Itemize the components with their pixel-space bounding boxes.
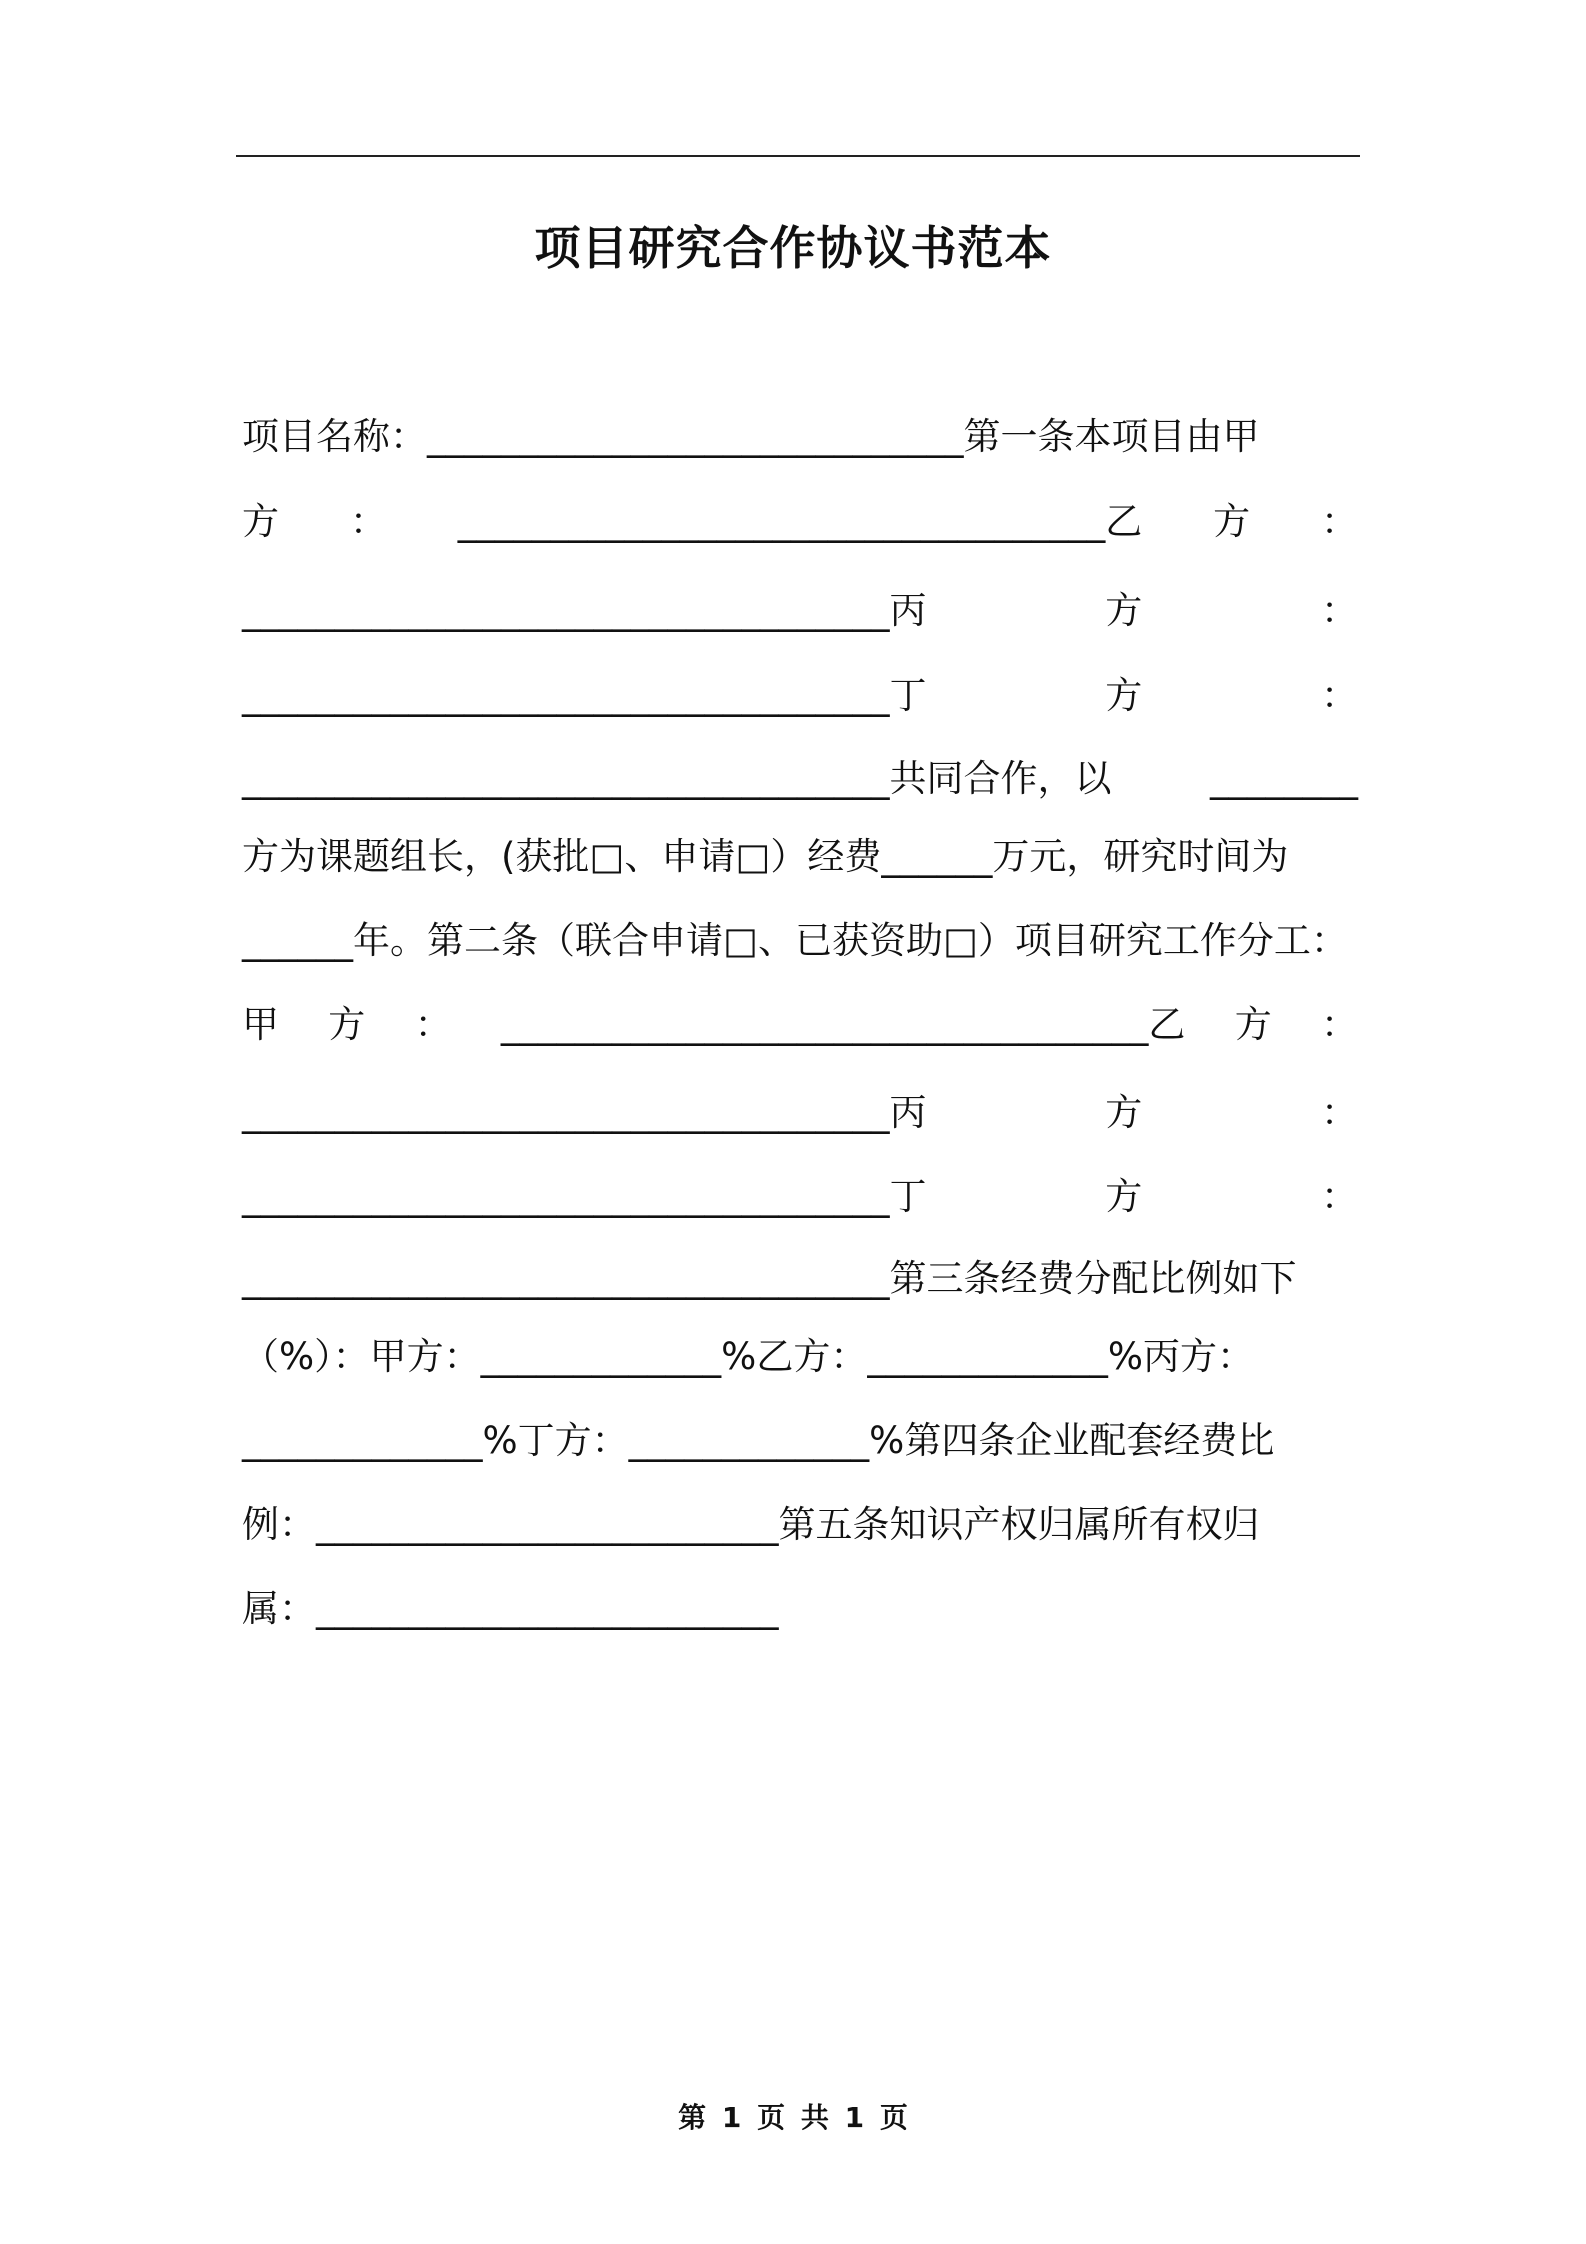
body-line-3 — [242, 586, 1358, 636]
text-segment: 方 — [1105, 589, 1143, 632]
text-segment: 方 — [1234, 1003, 1272, 1046]
body-line-4 — [242, 671, 1358, 721]
text-segment: ___________________________________丁 — [242, 674, 927, 717]
body-line-5 — [242, 754, 1358, 804]
body-line-14: 例：_________________________第五条知识产权归属所有权归 — [242, 1503, 1260, 1546]
text-segment: ： — [414, 1003, 452, 1046]
text-segment: ： — [1321, 1175, 1358, 1218]
text-segment: 方 — [1105, 1091, 1143, 1134]
text-segment: ： — [1321, 1091, 1358, 1134]
text-segment: ___________________________________丙 — [242, 1091, 927, 1134]
text-segment: ： — [1321, 500, 1358, 543]
text-segment: 方 — [1105, 674, 1143, 717]
text-segment: ___________________________________丁 — [242, 1175, 927, 1218]
body-line-7: ______年。第二条（联合申请□、已获资助□）项目研究工作分工： — [242, 919, 1348, 962]
body-line-12: （%）：甲方：_____________%乙方：_____________%丙方： — [242, 1335, 1254, 1378]
text-segment: 方 — [328, 1003, 366, 1046]
text-segment: ： — [349, 500, 387, 543]
text-segment: ________ — [1210, 757, 1358, 800]
body-line-2 — [242, 497, 1358, 547]
text-segment: ___________________________________共同合作，以 — [242, 757, 1112, 800]
document-title: 项目研究合作协议书范本 — [534, 221, 1052, 275]
header-rule — [236, 155, 1360, 157]
text-segment: ： — [1321, 589, 1358, 632]
text-segment: 甲 — [242, 1003, 279, 1046]
page-number: 第 1 页 共 1 页 — [678, 2101, 908, 2134]
text-segment: 方 — [1105, 1175, 1143, 1218]
text-segment: 方 — [1213, 500, 1251, 543]
body-line-1: 项目名称：_____________________________第一条本项目由甲 — [242, 415, 1260, 458]
text-segment: ___________________________________乙 — [500, 1003, 1186, 1046]
body-line-10 — [242, 1172, 1358, 1222]
text-segment: ___________________________________乙 — [457, 500, 1143, 543]
text-segment: 方 — [242, 500, 279, 543]
body-line-9 — [242, 1088, 1358, 1138]
text-segment: ： — [1321, 674, 1358, 717]
body-line-13: _____________%丁方：_____________%第四条企业配套经费比 — [242, 1419, 1275, 1462]
text-segment: ___________________________________丙 — [242, 589, 927, 632]
text-segment: ： — [1320, 1003, 1358, 1046]
body-line-6: 方为课题组长，(获批□、申请□）经费______万元，研究时间为 — [242, 835, 1289, 878]
body-line-11: ___________________________________第三条经费分配比例如下 — [242, 1257, 1297, 1300]
body-line-8 — [242, 1000, 1358, 1050]
body-line-15: 属：_________________________ — [242, 1587, 779, 1630]
